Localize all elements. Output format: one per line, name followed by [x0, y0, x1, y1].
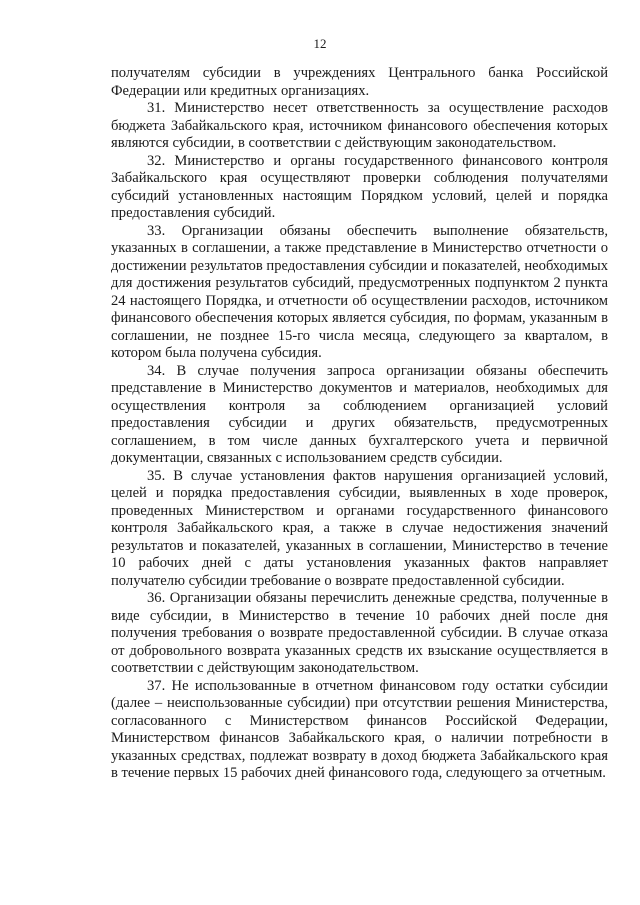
paragraph-34: 34. В случае получения запроса организации обязаны обеспечить представление в Министерство документов и материалов, необходимых для осуществления контроля за соблюдением организацией условий предоставления субсидии и других обязательств, предусмотренных соглашением, в том числе данных бухгалтерского учета и первичной документации, связанных с использованием средств субсидии. — [111, 362, 608, 466]
paragraph-37: 37. Не использованные в отчетном финансовом году остатки субсидии (далее – неиспользованные субсидии) при отсутствии решения Министерства, согласованного с Министерством финансов Российской Федерации, Министерством финансов Забайкальского края, о наличии потребности в указанных средствах, подлежат возврату в доход бюджета Забайкальского края в течение первых 15 рабочих дней финансового года, следующего за отчетным. — [111, 677, 608, 781]
paragraph-33: 33. Организации обязаны обеспечить выполнение обязательств, указанных в соглашении, а также представление в Министерство отчетности о достижении результатов предоставления субсидии и показателей, необходимых для достижения результатов субсидий, предусмотренных подпунктом 2 пункта 24 настоящего Порядка, и отчетности об осуществлении расходов, источником финансового обеспечения которых является субсидия, по формам, указанным в соглашении, не позднее 15-го числа месяца, следующего за кварталом, в котором была получена субсидия. — [111, 222, 608, 361]
paragraph-31: 31. Министерство несет ответственность за осуществление расходов бюджета Забайкальского края, источником финансового обеспечения которых являются субсидии, в соответствии с действующим законодательством. — [111, 100, 608, 151]
page-number: 12 — [313, 36, 327, 51]
paragraph-36: 36. Организации обязаны перечислить денежные средства, полученные в виде субсидии, в Министерство в течение 10 рабочих дней после дня получения требования о возврате предоставленной субсидии. В случае отказа от добровольного возврата указанных средств их взыскание осуществляется в соответствии с действующим законодательством. — [111, 590, 608, 676]
paragraph-32: 32. Министерство и органы государственного финансового контроля Забайкальского края осуществляют проверки соблюдения получателями субсидий установленных настоящим Порядком условий, целей и порядка предоставления субсидий. — [111, 152, 608, 221]
paragraph-continuation: получателям субсидии в учреждениях Центрального банка Российской Федерации или кредитных организациях. — [111, 65, 608, 99]
paragraph-35: 35. В случае установления фактов нарушения организацией условий, целей и порядка предоставления субсидии, выявленных в ходе проверок, проведенных Министерством и органами государственного финансового контроля Забайкальского края, а также в случае недостижения значений результатов и показателей, указанных в соглашении, Министерство в течение 10 рабочих дней с даты установления указанных фактов направляет получателю субсидии требование о возврате предоставленной субсидии. — [111, 467, 608, 589]
document-body — [111, 65, 608, 783]
